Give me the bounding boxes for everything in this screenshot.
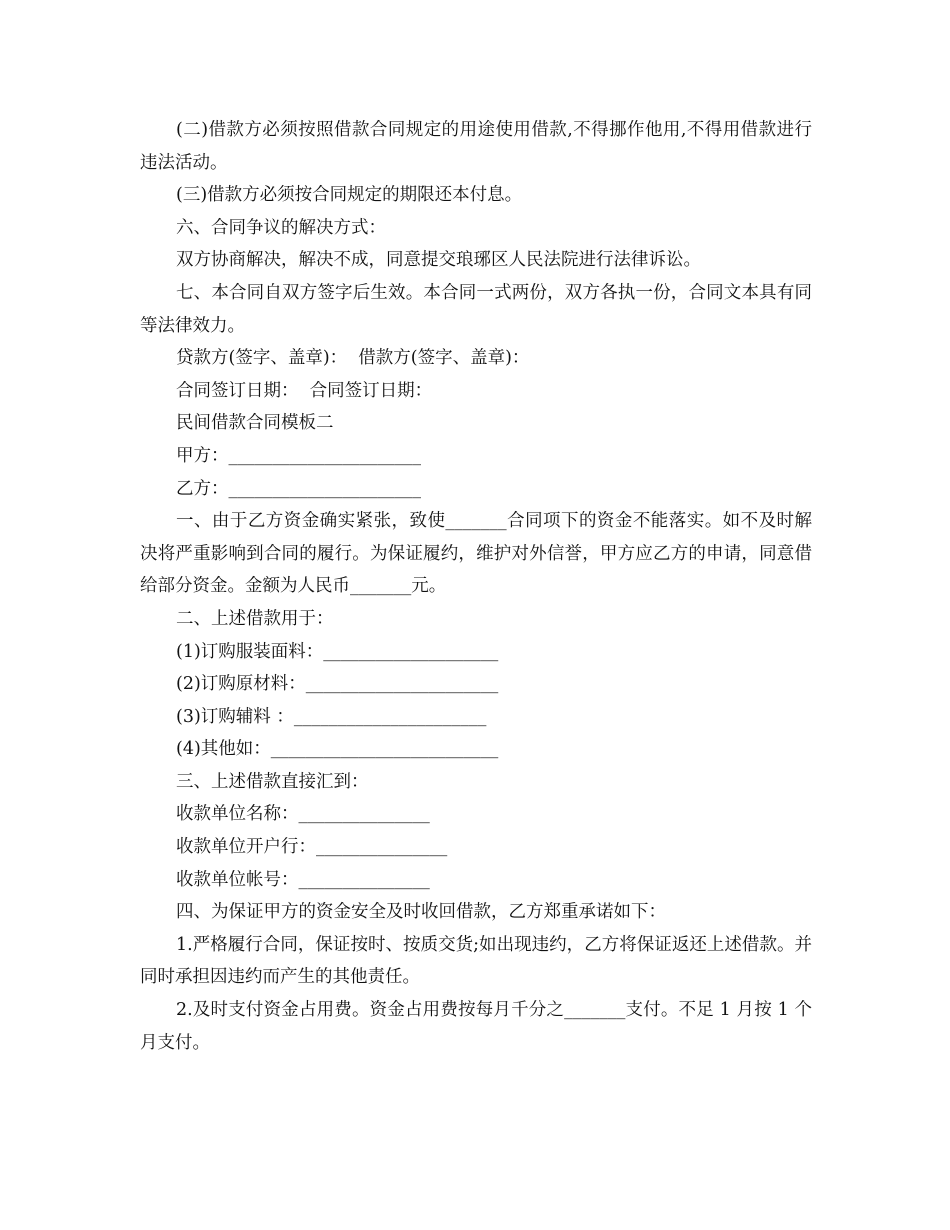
commitment-item-2: 2.及时支付资金占用费。资金占用费按每月千分之_______支付。不足 1 月按 1 个月支付。 [140, 1000, 812, 1053]
clause-one: 一、由于乙方资金确实紧张，致使_______合同项下的资金不能落实。如不及时解决将严重影响到合同的履行。为保证履约，维护对外信誉，甲方应乙方的申请，同意借给部分资金。金额为人民币_______元。 [140, 511, 812, 597]
payee-bank-line: 收款单位开户行：_______________ [176, 837, 448, 858]
commitment-item-1: 1.严格履行合同，保证按时、按质交货;如出现违约，乙方将保证返还上述借款。并同时承担因违约而产生的其他责任。 [140, 934, 812, 988]
signature-line: 贷款方(签字、盖章)： 借款方(签字、盖章)： [176, 348, 530, 369]
payee-account-line: 收款单位帐号：_______________ [176, 869, 430, 890]
signing-date-line: 合同签订日期： 合同签订日期： [176, 380, 433, 401]
template-title: 民间借款合同模板二 [176, 413, 334, 434]
usage-item-other: (4)其他如：__________________________ [176, 739, 499, 760]
usage-item-fabric: (1)订购服装面料：____________________ [176, 641, 499, 662]
payee-name-line: 收款单位名称：_______________ [176, 804, 430, 825]
clause-three-heading: 三、上述借款直接汇到： [176, 771, 369, 792]
paragraph-loan-usage: (二)借款方必须按照借款合同规定的用途使用借款,不得挪作他用,不得用借款进行违法活动。 [140, 120, 812, 173]
paragraph-repayment-term: (三)借款方必须按合同规定的期限还本付息。 [176, 185, 523, 206]
party-b-line: 乙方：______________________ [176, 478, 421, 499]
usage-item-raw-materials: (2)订购原材料：______________________ [176, 674, 499, 695]
party-a-line: 甲方：______________________ [176, 445, 421, 466]
usage-item-accessories: (3)订购辅料 ：______________________ [176, 706, 487, 727]
section-effective-clause: 七、本合同自双方签字后生效。本合同一式两份，双方各执一份，合同文本具有同等法律效力。 [140, 282, 812, 336]
document-body [140, 114, 812, 1059]
clause-two-heading: 二、上述借款用于： [176, 608, 334, 629]
paragraph-dispute-method: 双方协商解决，解决不成，同意提交琅琊区人民法院进行法律诉讼。 [176, 250, 701, 271]
section-dispute-resolution: 六、合同争议的解决方式： [176, 217, 386, 238]
clause-four-heading: 四、为保证甲方的资金安全及时收回借款，乙方郑重承诺如下： [176, 902, 666, 923]
